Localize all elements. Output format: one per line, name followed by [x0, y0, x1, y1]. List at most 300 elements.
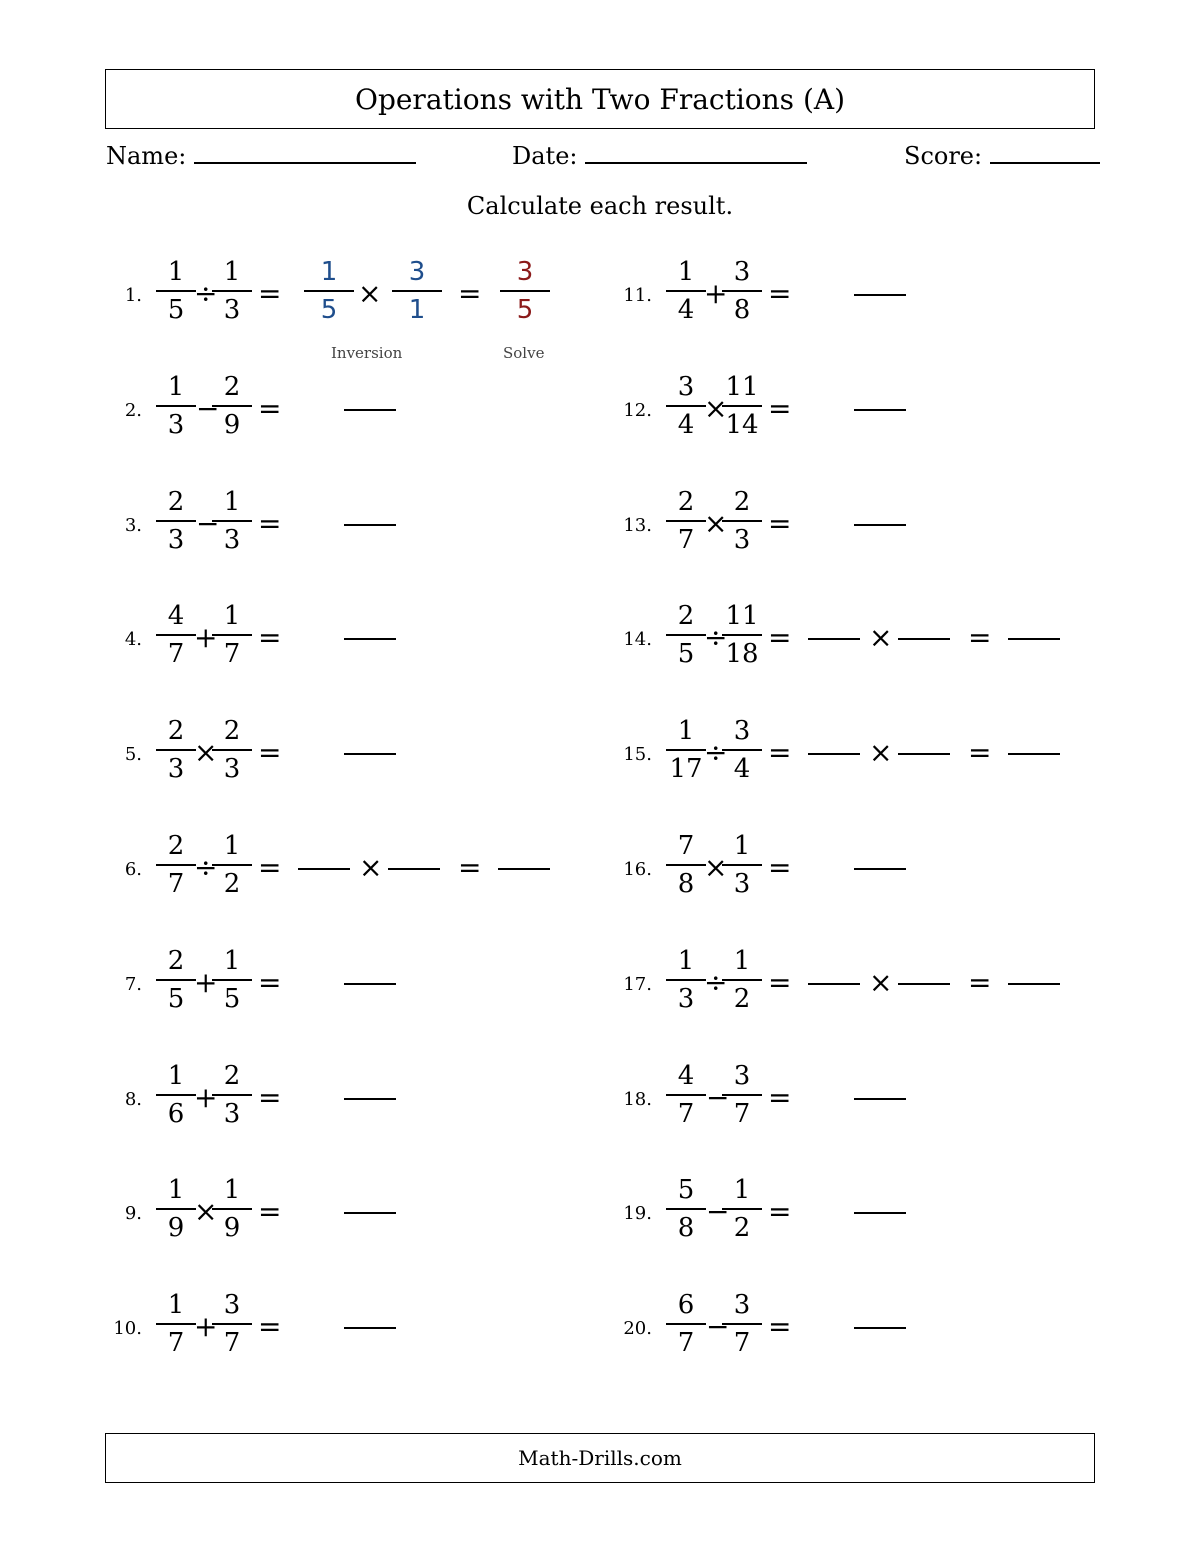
fraction-second-numerator: 2 — [223, 1060, 241, 1091]
fraction-first-numerator: 1 — [167, 257, 185, 287]
problem-12 — [610, 371, 1090, 451]
fraction-second — [722, 1060, 762, 1140]
fraction-second-denominator: 14 — [725, 409, 759, 440]
equals-sign: = — [768, 277, 792, 310]
problem-10 — [100, 1289, 580, 1369]
fraction-first-denominator: 3 — [677, 983, 695, 1014]
operator: − — [196, 506, 220, 540]
answer-blank[interactable] — [854, 524, 906, 526]
fraction-first-bar — [666, 1323, 706, 1325]
fraction-second — [722, 256, 762, 336]
times-sign: × — [358, 277, 382, 310]
problem-number: 20. — [623, 1318, 652, 1340]
fraction-second-bar — [722, 749, 762, 751]
fraction-second-bar — [212, 290, 252, 292]
fraction-second — [212, 371, 252, 451]
fraction-second-numerator: 2 — [223, 716, 241, 747]
fraction-first — [666, 256, 706, 336]
fraction-first-numerator: 4 — [677, 1060, 695, 1091]
fraction-first-bar — [666, 979, 706, 981]
name-label: Name: — [106, 142, 187, 170]
times-sign: × — [359, 851, 383, 884]
operator: ÷ — [194, 277, 218, 310]
inverted-first — [304, 256, 354, 336]
equals-sign: = — [258, 391, 282, 425]
fraction-first-bar — [666, 634, 706, 636]
fraction-first-numerator: 3 — [677, 371, 695, 402]
fraction-first-denominator: 9 — [167, 1213, 185, 1244]
fraction-second-denominator: 2 — [223, 869, 241, 899]
problem-number: 15. — [623, 744, 652, 766]
fraction-second-bar — [212, 405, 252, 407]
operator: × — [704, 391, 728, 425]
times-sign: × — [869, 621, 893, 655]
operator: − — [706, 1080, 730, 1114]
fraction-first-bar — [156, 1323, 196, 1325]
fraction-first-bar — [666, 864, 706, 866]
fraction-first-numerator: 2 — [677, 486, 695, 517]
fraction-second — [212, 830, 252, 910]
fraction-first-bar — [666, 1208, 706, 1210]
inverted-first-bar — [304, 290, 354, 292]
problem-4 — [100, 600, 580, 680]
fraction-first-bar — [666, 749, 706, 751]
fraction-first-bar — [156, 864, 196, 866]
fraction-first-denominator: 3 — [167, 754, 185, 785]
problem-11 — [610, 256, 1090, 336]
operator: + — [194, 1080, 218, 1114]
fraction-first — [666, 715, 706, 795]
date-label: Date: — [512, 142, 578, 170]
problem-number: 7. — [124, 973, 142, 995]
fraction-second-denominator: 5 — [223, 983, 241, 1014]
fraction-second-bar — [212, 520, 252, 522]
equals-sign: = — [768, 506, 792, 540]
times-sign: × — [869, 736, 893, 770]
fraction-first-bar — [156, 290, 196, 292]
equals-sign: = — [768, 965, 792, 999]
fraction-second-denominator: 3 — [223, 1098, 241, 1129]
answer-blank[interactable] — [1008, 983, 1060, 985]
date-field[interactable] — [512, 142, 807, 170]
problem-20 — [610, 1289, 1090, 1369]
answer-blank[interactable] — [344, 409, 396, 411]
operator: + — [704, 277, 728, 310]
fraction-second-numerator: 1 — [733, 945, 751, 976]
fraction-second-numerator: 3 — [733, 1060, 751, 1091]
fraction-first-bar — [156, 405, 196, 407]
fraction-first-denominator: 17 — [669, 754, 703, 785]
inverted-first-blank[interactable] — [808, 983, 860, 985]
problem-7 — [100, 945, 580, 1025]
fraction-first-bar — [666, 405, 706, 407]
fraction-second-numerator: 2 — [733, 486, 751, 517]
equals-sign-2: = — [968, 621, 992, 655]
answer-blank[interactable] — [344, 983, 396, 985]
answer-numerator: 3 — [516, 257, 534, 287]
fraction-first-denominator: 3 — [167, 409, 185, 440]
problem-number: 19. — [623, 1203, 652, 1225]
equals-sign: = — [258, 277, 282, 310]
fraction-first — [156, 1289, 196, 1369]
problem-number: 1. — [124, 285, 142, 306]
operator: + — [194, 621, 218, 655]
equals-sign: = — [258, 965, 282, 999]
fraction-first — [666, 600, 706, 680]
operator: × — [704, 851, 728, 884]
reciprocal-second-blank[interactable] — [388, 868, 440, 870]
fraction-second-bar — [212, 1208, 252, 1210]
fraction-first — [156, 486, 196, 566]
problem-6 — [100, 830, 580, 910]
problem-number: 6. — [124, 859, 142, 880]
answer-blank[interactable] — [854, 409, 906, 411]
reciprocal-second-blank[interactable] — [898, 753, 950, 755]
problem-number: 12. — [623, 399, 652, 421]
operator: ÷ — [704, 621, 728, 655]
fraction-first-numerator: 4 — [167, 601, 185, 632]
fraction-first-denominator: 6 — [167, 1098, 185, 1129]
reciprocal-second-blank[interactable] — [898, 983, 950, 985]
fraction-second — [212, 945, 252, 1025]
answer — [500, 256, 550, 336]
fraction-first — [156, 371, 196, 451]
fraction-second-denominator: 7 — [733, 1328, 751, 1359]
fraction-first — [666, 486, 706, 566]
fraction-first-denominator: 7 — [677, 1098, 695, 1129]
answer-blank[interactable] — [854, 1212, 906, 1214]
fraction-first — [156, 1060, 196, 1140]
fraction-first-denominator: 7 — [167, 639, 185, 670]
fraction-second-numerator: 2 — [223, 371, 241, 402]
fraction-second-bar — [722, 864, 762, 866]
equals-sign-2: = — [968, 965, 992, 999]
name-field[interactable] — [106, 142, 416, 170]
operator: × — [194, 1195, 218, 1229]
inverted-first-blank[interactable] — [298, 868, 350, 870]
fraction-second-bar — [722, 634, 762, 636]
fraction-second-numerator: 1 — [733, 1175, 751, 1206]
instructions: Calculate each result. — [466, 192, 734, 220]
fraction-first-denominator: 7 — [167, 869, 185, 899]
fraction-first-numerator: 2 — [167, 486, 185, 517]
fraction-second — [722, 715, 762, 795]
fraction-first-numerator: 1 — [167, 1175, 185, 1206]
operator: + — [194, 965, 218, 999]
problem-number: 9. — [124, 1203, 142, 1225]
answer-blank[interactable] — [498, 868, 550, 870]
fraction-first — [666, 1289, 706, 1369]
score-label: Score: — [904, 142, 983, 170]
caption-inversion: Inversion — [331, 344, 403, 362]
fraction-first-numerator: 1 — [167, 1060, 185, 1091]
answer-blank[interactable] — [854, 294, 906, 296]
problem-number: 10. — [113, 1318, 142, 1340]
fraction-second-numerator: 1 — [223, 1175, 241, 1206]
fraction-first-bar — [156, 1094, 196, 1096]
equals-sign: = — [258, 506, 282, 540]
fraction-second-bar — [212, 979, 252, 981]
equals-sign: = — [258, 1080, 282, 1114]
fraction-second — [722, 1289, 762, 1369]
fraction-second-denominator: 7 — [223, 639, 241, 670]
fraction-second-numerator: 3 — [223, 1290, 241, 1321]
fraction-first-bar — [156, 1208, 196, 1210]
reciprocal-second-denominator: 1 — [408, 295, 426, 325]
fraction-second — [722, 486, 762, 566]
fraction-second — [722, 371, 762, 451]
fraction-first — [666, 371, 706, 451]
caption-solve: Solve — [503, 344, 545, 362]
fraction-first — [666, 1174, 706, 1254]
fraction-first-denominator: 8 — [677, 869, 695, 899]
problem-5 — [100, 715, 580, 795]
answer-blank[interactable] — [344, 1098, 396, 1100]
fraction-second-denominator: 9 — [223, 409, 241, 440]
answer-blank[interactable] — [854, 1327, 906, 1329]
score-line[interactable] — [990, 161, 1100, 164]
equals-sign: = — [768, 736, 792, 770]
problem-number: 14. — [623, 629, 652, 651]
fraction-second-numerator: 3 — [733, 716, 751, 747]
problem-number: 16. — [623, 859, 652, 880]
equals-sign: = — [258, 621, 282, 655]
fraction-second-bar — [212, 634, 252, 636]
fraction-second-bar — [212, 749, 252, 751]
fraction-second-numerator: 11 — [725, 601, 759, 632]
problem-9 — [100, 1174, 580, 1254]
fraction-second-numerator: 1 — [223, 945, 241, 976]
problem-number: 18. — [623, 1088, 652, 1110]
fraction-second-bar — [722, 405, 762, 407]
equals-sign-2: = — [458, 851, 482, 884]
fraction-second-numerator: 1 — [223, 257, 241, 287]
problem-18 — [610, 1060, 1090, 1140]
operator: × — [704, 506, 728, 540]
problem-number: 3. — [124, 514, 142, 536]
fraction-second-denominator: 7 — [223, 1328, 241, 1359]
fraction-first-numerator: 2 — [167, 831, 185, 861]
fraction-second-denominator: 3 — [223, 754, 241, 785]
reciprocal-second-blank[interactable] — [898, 638, 950, 640]
fraction-second — [212, 715, 252, 795]
operator: ÷ — [704, 736, 728, 770]
fraction-first-bar — [666, 520, 706, 522]
operator: ÷ — [194, 851, 218, 884]
operator: − — [706, 1310, 730, 1344]
fraction-second-bar — [212, 1094, 252, 1096]
fraction-first — [156, 830, 196, 910]
fraction-first-numerator: 5 — [677, 1175, 695, 1206]
fraction-second-denominator: 3 — [223, 524, 241, 555]
fraction-second-numerator: 3 — [733, 1290, 751, 1321]
fraction-second-bar — [722, 1094, 762, 1096]
fraction-first-denominator: 4 — [677, 409, 695, 440]
fraction-second-denominator: 3 — [733, 524, 751, 555]
equals-sign: = — [768, 391, 792, 425]
fraction-second-denominator: 2 — [733, 983, 751, 1014]
answer-blank[interactable] — [1008, 638, 1060, 640]
fraction-first — [156, 256, 196, 336]
problem-17 — [610, 945, 1090, 1025]
problem-number: 11. — [623, 285, 652, 306]
fraction-second — [212, 1060, 252, 1140]
equals-sign: = — [258, 736, 282, 770]
footer — [105, 1433, 1095, 1483]
fraction-first-numerator: 2 — [167, 945, 185, 976]
inverted-first-blank[interactable] — [808, 753, 860, 755]
fraction-second-numerator: 3 — [733, 257, 751, 287]
answer-blank[interactable] — [344, 1212, 396, 1214]
fraction-second-bar — [212, 864, 252, 866]
score-field[interactable] — [904, 142, 1100, 170]
fraction-second-denominator: 4 — [733, 754, 751, 785]
fraction-second-denominator: 2 — [733, 1213, 751, 1244]
fraction-first-bar — [666, 290, 706, 292]
answer-blank[interactable] — [854, 868, 906, 870]
operator: + — [194, 1310, 218, 1344]
fraction-second-denominator: 9 — [223, 1213, 241, 1244]
fraction-first-numerator: 1 — [677, 945, 695, 976]
fraction-second-numerator: 1 — [223, 486, 241, 517]
fraction-first — [156, 1174, 196, 1254]
fraction-second — [722, 945, 762, 1025]
fraction-first — [156, 715, 196, 795]
operator: − — [196, 391, 220, 425]
fraction-first-denominator: 5 — [677, 639, 695, 670]
answer-denominator: 5 — [516, 295, 534, 325]
reciprocal-second-numerator: 3 — [408, 257, 426, 287]
fraction-first — [666, 1060, 706, 1140]
fraction-first-numerator: 1 — [167, 371, 185, 402]
equals-sign: = — [768, 1080, 792, 1114]
problem-number: 8. — [124, 1088, 142, 1110]
equals-sign: = — [768, 1195, 792, 1229]
problem-13 — [610, 486, 1090, 566]
fraction-second-denominator: 3 — [733, 869, 751, 899]
fraction-first-bar — [156, 749, 196, 751]
fraction-second — [722, 600, 762, 680]
equals-sign-2: = — [458, 277, 482, 310]
answer-blank[interactable] — [854, 1098, 906, 1100]
fraction-first-numerator: 1 — [677, 716, 695, 747]
answer-blank[interactable] — [344, 1327, 396, 1329]
fraction-second-numerator: 1 — [733, 831, 751, 861]
problem-1 — [100, 256, 580, 362]
operator: × — [194, 736, 218, 770]
title-text: Operations with Two Fractions (A) — [354, 82, 846, 116]
problem-number: 5. — [124, 744, 142, 766]
fraction-first — [666, 830, 706, 910]
problem-15 — [610, 715, 1090, 795]
fraction-first-denominator: 7 — [167, 1328, 185, 1359]
worksheet-title — [105, 69, 1095, 129]
fraction-first-bar — [666, 1094, 706, 1096]
fraction-first-denominator: 7 — [677, 1328, 695, 1359]
fraction-second-bar — [722, 520, 762, 522]
equals-sign: = — [258, 1310, 282, 1344]
answer-blank[interactable] — [1008, 753, 1060, 755]
equals-sign: = — [768, 1310, 792, 1344]
inverted-first-blank[interactable] — [808, 638, 860, 640]
fraction-first-bar — [156, 979, 196, 981]
fraction-second — [212, 1174, 252, 1254]
fraction-first-denominator: 3 — [167, 524, 185, 555]
equals-sign: = — [258, 1195, 282, 1229]
fraction-second — [212, 486, 252, 566]
problem-19 — [610, 1174, 1090, 1254]
fraction-first-numerator: 7 — [677, 831, 695, 861]
date-line[interactable] — [585, 161, 807, 164]
fraction-second-numerator: 1 — [223, 601, 241, 632]
fraction-first-bar — [156, 634, 196, 636]
problem-16 — [610, 830, 1090, 910]
problem-number: 2. — [124, 399, 142, 421]
fraction-second — [212, 600, 252, 680]
fraction-first — [156, 945, 196, 1025]
equals-sign: = — [258, 851, 282, 884]
fraction-second-numerator: 1 — [223, 831, 241, 861]
problem-number: 17. — [623, 973, 652, 995]
problem-8 — [100, 1060, 580, 1140]
times-sign: × — [869, 965, 893, 999]
answer-bar — [500, 290, 550, 292]
fraction-first-denominator: 8 — [677, 1213, 695, 1244]
fraction-second-bar — [722, 1208, 762, 1210]
equals-sign: = — [768, 851, 792, 884]
answer-blank[interactable] — [344, 753, 396, 755]
inverted-first-denominator: 5 — [320, 295, 338, 325]
fraction-first-denominator: 5 — [167, 983, 185, 1014]
fraction-second — [212, 256, 252, 336]
fraction-second — [722, 830, 762, 910]
footer-text: Math-Drills.com — [518, 1446, 682, 1470]
fraction-second-bar — [722, 290, 762, 292]
fraction-second-bar — [722, 979, 762, 981]
fraction-second-denominator: 8 — [733, 295, 751, 325]
inverted-first-numerator: 1 — [320, 257, 338, 287]
fraction-first-denominator: 5 — [167, 295, 185, 325]
fraction-first — [156, 600, 196, 680]
fraction-first-numerator: 2 — [677, 601, 695, 632]
fraction-second-denominator: 18 — [725, 639, 759, 670]
equals-sign: = — [768, 621, 792, 655]
fraction-second — [212, 1289, 252, 1369]
fraction-first-numerator: 1 — [677, 257, 695, 287]
fraction-first-denominator: 7 — [677, 524, 695, 555]
fraction-second-denominator: 3 — [223, 295, 241, 325]
fraction-first-numerator: 2 — [167, 716, 185, 747]
answer-blank[interactable] — [344, 638, 396, 640]
operator: − — [706, 1195, 730, 1229]
problem-2 — [100, 371, 580, 451]
answer-blank[interactable] — [344, 524, 396, 526]
operator: ÷ — [704, 965, 728, 999]
problem-3 — [100, 486, 580, 566]
equals-sign-2: = — [968, 736, 992, 770]
problem-14 — [610, 600, 1090, 680]
fraction-second-bar — [212, 1323, 252, 1325]
fraction-first-denominator: 4 — [677, 295, 695, 325]
reciprocal-second-bar — [392, 290, 442, 292]
fraction-second-bar — [722, 1323, 762, 1325]
fraction-second-numerator: 11 — [725, 371, 759, 402]
fraction-second — [722, 1174, 762, 1254]
fraction-first — [666, 945, 706, 1025]
problem-number: 4. — [124, 629, 142, 651]
name-line[interactable] — [194, 161, 416, 164]
fraction-second-denominator: 7 — [733, 1098, 751, 1129]
